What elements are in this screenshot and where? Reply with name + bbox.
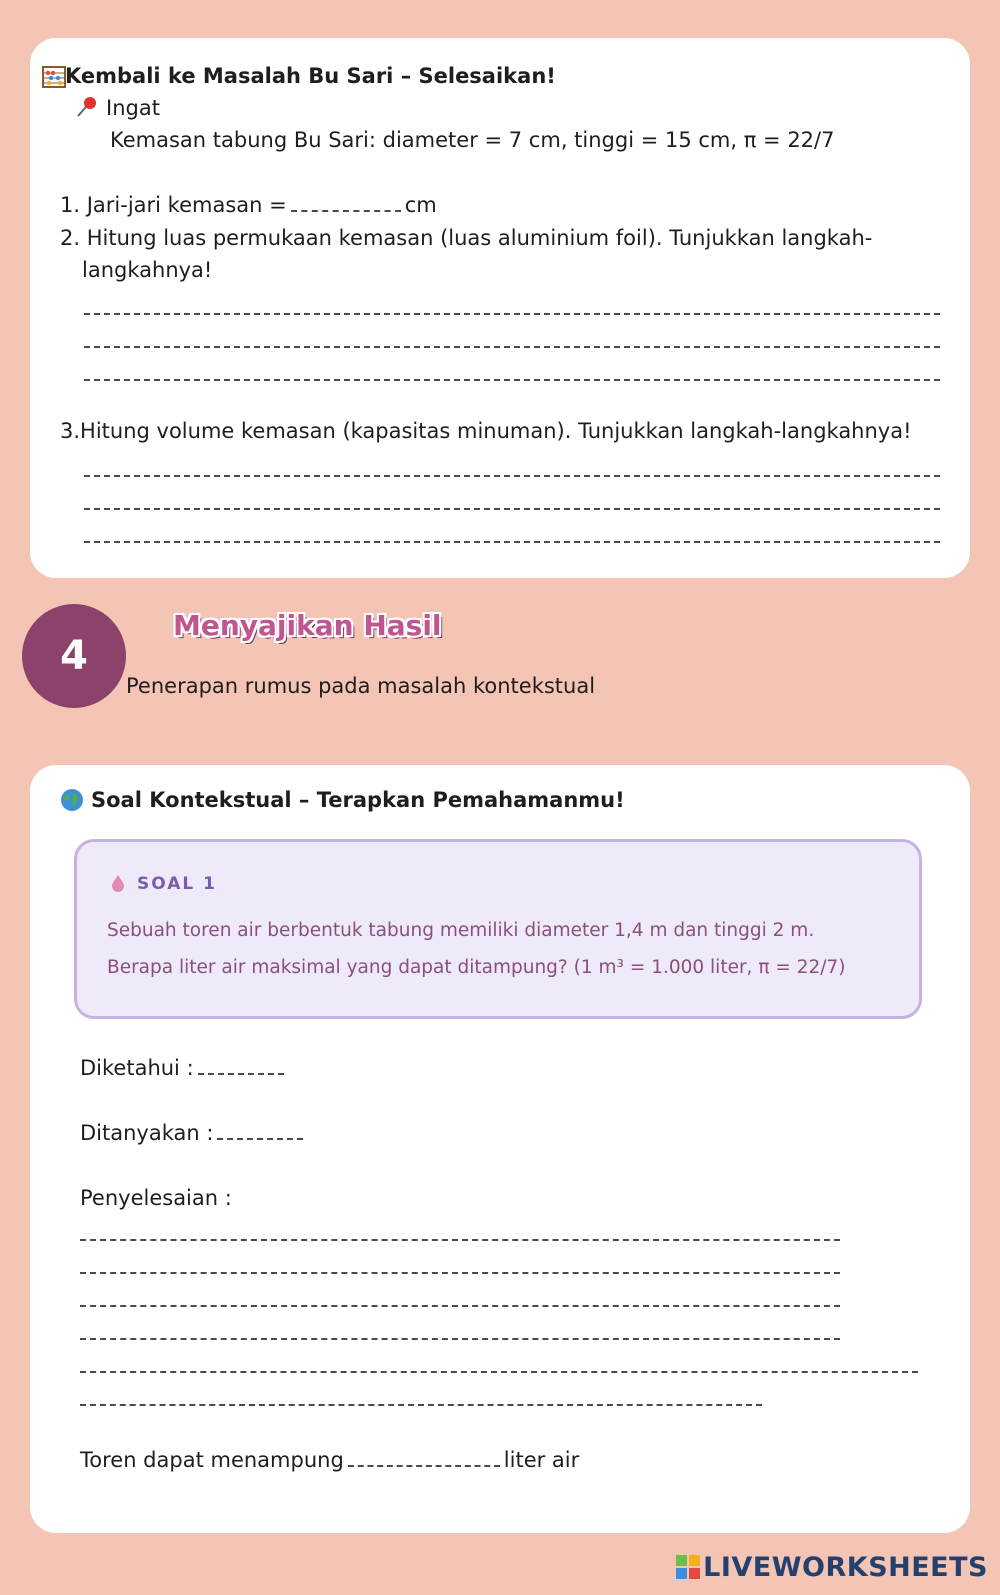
step-number-badge: 4 [22, 604, 126, 708]
question-3: 3.Hitung volume kemasan (kapasitas minuman). Tunjukkan langkah-langkahnya! [60, 419, 912, 443]
radius-answer-blank[interactable] [291, 196, 401, 212]
section-subtitle: Penerapan rumus pada masalah kontekstual [126, 674, 596, 698]
penyelesaian-label: Penyelesaian : [80, 1186, 232, 1210]
soal-text-line1: Sebuah toren air berbentuk tabung memiliki diameter 1,4 m dan tinggi 2 m. [107, 920, 815, 941]
answer-prefix: Toren dapat menampung [80, 1448, 344, 1472]
reminder-label: Ingat [106, 96, 160, 120]
answer-line[interactable] [84, 313, 940, 315]
reminder-text: Kemasan tabung Bu Sari: diameter = 7 cm, tinggi = 15 cm, π = 22/7 [110, 128, 835, 152]
liter-answer-blank[interactable] [348, 1451, 500, 1467]
diketahui-row [80, 1056, 288, 1080]
solution-line[interactable] [80, 1371, 918, 1373]
answer-line[interactable] [84, 379, 940, 381]
solution-line[interactable] [80, 1272, 840, 1274]
answer-line[interactable] [84, 541, 940, 543]
solution-line[interactable] [80, 1404, 762, 1406]
question-1-text: 1. Jari-jari kemasan = [60, 193, 287, 217]
question-2-line1: 2. Hitung luas permukaan kemasan (luas aluminium foil). Tunjukkan langkah- [60, 226, 873, 250]
solution-line[interactable] [80, 1338, 840, 1340]
soal-1-box [74, 839, 922, 1019]
problem-card-bu-sari [30, 38, 970, 578]
question-1-unit: cm [404, 193, 437, 217]
card-heading: Kembali ke Masalah Bu Sari – Selesaikan! [65, 64, 556, 88]
answer-line[interactable] [84, 475, 940, 477]
answer-sentence [80, 1448, 579, 1472]
solution-line[interactable] [80, 1239, 840, 1241]
globe-icon [60, 788, 84, 816]
contextual-problem-card [30, 765, 970, 1533]
soal-label: SOAL 1 [137, 874, 217, 894]
abacus-icon [42, 66, 66, 92]
answer-line[interactable] [84, 346, 940, 348]
liveworksheets-logo-icon [676, 1555, 700, 1579]
brand-name: LIVEWORKSHEETS [703, 1552, 988, 1583]
diketahui-label: Diketahui : [80, 1056, 194, 1080]
liveworksheets-logo [676, 1552, 988, 1583]
ditanyakan-blank[interactable] [217, 1124, 303, 1140]
soal-text-line2: Berapa liter air maksimal yang dapat ditampung? (1 m³ = 1.000 liter, π = 22/7) [107, 957, 846, 978]
droplet-icon [111, 874, 125, 896]
question-2-line2: langkahnya! [82, 258, 213, 282]
answer-line[interactable] [84, 508, 940, 510]
solution-line[interactable] [80, 1305, 840, 1307]
ditanyakan-label: Ditanyakan : [80, 1121, 214, 1145]
answer-suffix: liter air [503, 1448, 580, 1472]
ditanyakan-row [80, 1121, 307, 1145]
pushpin-icon [76, 96, 98, 122]
question-1 [60, 193, 437, 217]
card-heading: Soal Kontekstual – Terapkan Pemahamanmu! [91, 788, 625, 812]
section-title: Menyajikan Hasil [173, 609, 442, 642]
diketahui-blank[interactable] [198, 1059, 284, 1075]
